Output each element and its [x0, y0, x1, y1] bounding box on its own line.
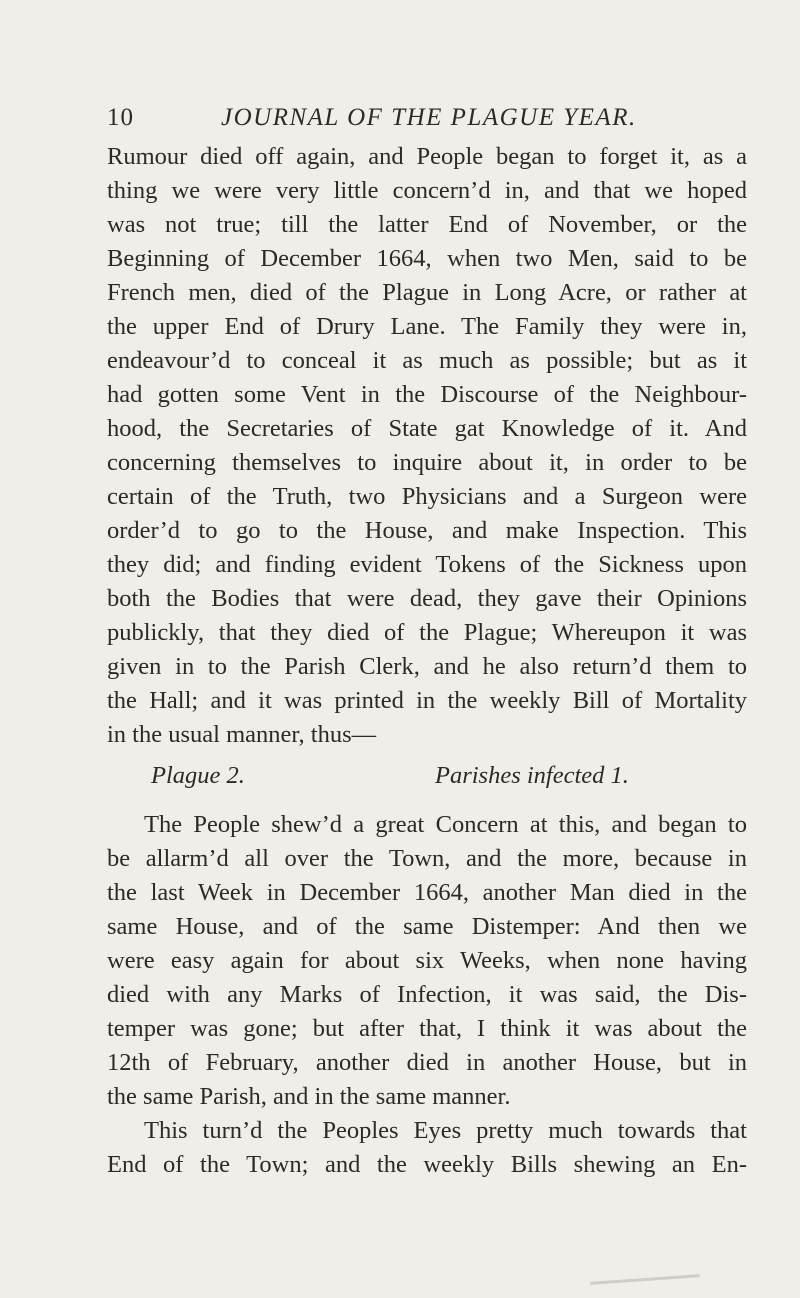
text-line: in the usual manner, thus— [107, 721, 377, 748]
text-line: they did; and finding evident Tokens of the Sickness upon [107, 551, 747, 578]
text-line: temper was gone; but after that, I think it was about the [107, 1015, 747, 1042]
text-line: thing we were very little concern’d in, and that we hoped [107, 177, 747, 204]
text-line: were easy again for about six Weeks, when none having [107, 947, 747, 974]
text-line: The People shew’d a great Concern at this, and began to [144, 811, 747, 838]
text-line: the same Parish, and in the same manner. [107, 1083, 511, 1110]
running-title: JOURNAL OF THE PLAGUE YEAR. [221, 104, 637, 131]
text-line: endeavour’d to conceal it as much as possible; but as it [107, 347, 747, 374]
text-line: hood, the Secretaries of State gat Knowledge of it. And [107, 415, 747, 442]
text-line: Beginning of December 1664, when two Men, said to be [107, 245, 747, 272]
text-line: both the Bodies that were dead, they gave their Opinions [107, 585, 747, 612]
text-line: be allarm’d all over the Town, and the more, because in [107, 845, 747, 872]
text-line: the upper End of Drury Lane. The Family they were in, [107, 313, 747, 340]
text-line: the Hall; and it was printed in the weekly Bill of Mortality [107, 687, 747, 714]
text-line: order’d to go to the House, and make Inspection. This [107, 517, 747, 544]
bill-entry [107, 762, 747, 796]
text-line: End of the Town; and the weekly Bills shewing an En- [107, 1151, 747, 1178]
text-line: publickly, that they died of the Plague; Whereupon it was [107, 619, 747, 646]
text-line: Rumour died off again, and People began to forget it, as a [107, 143, 747, 170]
text-line: 12th of February, another died in another House, but in [107, 1049, 747, 1076]
text-line: died with any Marks of Infection, it was said, the Dis- [107, 981, 747, 1008]
text-line: given in to the Parish Clerk, and he also return’d them to [107, 653, 747, 680]
text-line: same House, and of the same Distemper: And then we [107, 913, 747, 940]
plague-count: Plague 2. [151, 762, 245, 789]
text-line: certain of the Truth, two Physicians and a Surgeon were [107, 483, 747, 510]
page-number: 10 [107, 104, 134, 131]
paper-smudge [590, 1274, 700, 1285]
running-head [107, 104, 747, 140]
text-line: concerning themselves to inquire about it, in order to be [107, 449, 747, 476]
text-line: This turn’d the Peoples Eyes pretty much towards that [144, 1117, 747, 1144]
text-line: French men, died of the Plague in Long Acre, or rather at [107, 279, 747, 306]
text-line: the last Week in December 1664, another Man died in the [107, 879, 747, 906]
parishes-infected: Parishes infected 1. [435, 762, 629, 789]
text-line: was not true; till the latter End of November, or the [107, 211, 747, 238]
text-line: had gotten some Vent in the Discourse of the Neighbour- [107, 381, 747, 408]
